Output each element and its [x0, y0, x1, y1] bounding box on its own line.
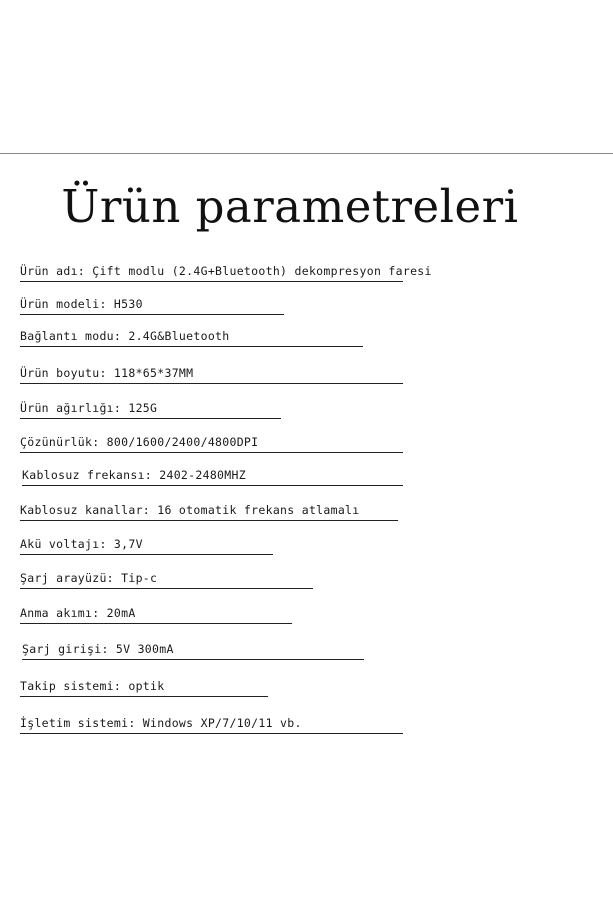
underline: [20, 314, 284, 315]
underline: [20, 588, 313, 589]
param-text: Şarj girişi: 5V 300mA: [22, 642, 174, 656]
param-text: Ürün adı: Çift modlu (2.4G+Bluetooth) dekompresyon faresi: [20, 264, 432, 278]
underline: [20, 554, 273, 555]
underline: [22, 485, 403, 486]
param-row: [20, 264, 432, 284]
param-row: [20, 435, 405, 455]
underline: [20, 418, 281, 419]
param-text: Ürün ağırlığı: 125G: [20, 401, 158, 415]
param-text: Ürün modeli: H530: [20, 297, 143, 311]
underline: [20, 696, 268, 697]
underline: [22, 659, 364, 660]
param-text: Çözünürlük: 800/1600/2400/4800DPI: [20, 435, 259, 449]
underline: [20, 452, 403, 453]
page-title: Ürün parametreleri: [61, 180, 519, 233]
underline: [20, 520, 398, 521]
param-row: [20, 537, 275, 557]
underline: [20, 346, 363, 347]
top-divider: [0, 153, 613, 154]
param-row: [22, 642, 367, 662]
param-row: [20, 297, 290, 317]
param-text: Kablosuz kanallar: 16 otomatik frekans atlamalı: [20, 503, 360, 517]
underline: [20, 733, 403, 734]
underline: [20, 383, 403, 384]
param-text: Anma akımı: 20mA: [20, 606, 136, 620]
param-row: [22, 468, 407, 488]
param-row: [20, 401, 285, 421]
param-row: [20, 366, 405, 386]
param-row: [20, 679, 270, 699]
param-text: Akü voltajı: 3,7V: [20, 537, 143, 551]
param-text: Takip sistemi: optik: [20, 679, 165, 693]
param-row: [20, 716, 405, 736]
param-text: Bağlantı modu: 2.4G&Bluetooth: [20, 329, 230, 343]
param-text: Ürün boyutu: 118*65*37MM: [20, 366, 194, 380]
underline: [20, 623, 292, 624]
param-row: [20, 571, 315, 591]
param-text: İşletim sistemi: Windows XP/7/10/11 vb.: [20, 716, 302, 730]
param-row: [20, 606, 295, 626]
param-row: [20, 329, 365, 349]
param-row: [20, 503, 400, 523]
underline: [20, 281, 403, 282]
param-text: Kablosuz frekansı: 2402-2480MHZ: [22, 468, 246, 482]
param-text: Şarj arayüzü: Tip-c: [20, 571, 158, 585]
